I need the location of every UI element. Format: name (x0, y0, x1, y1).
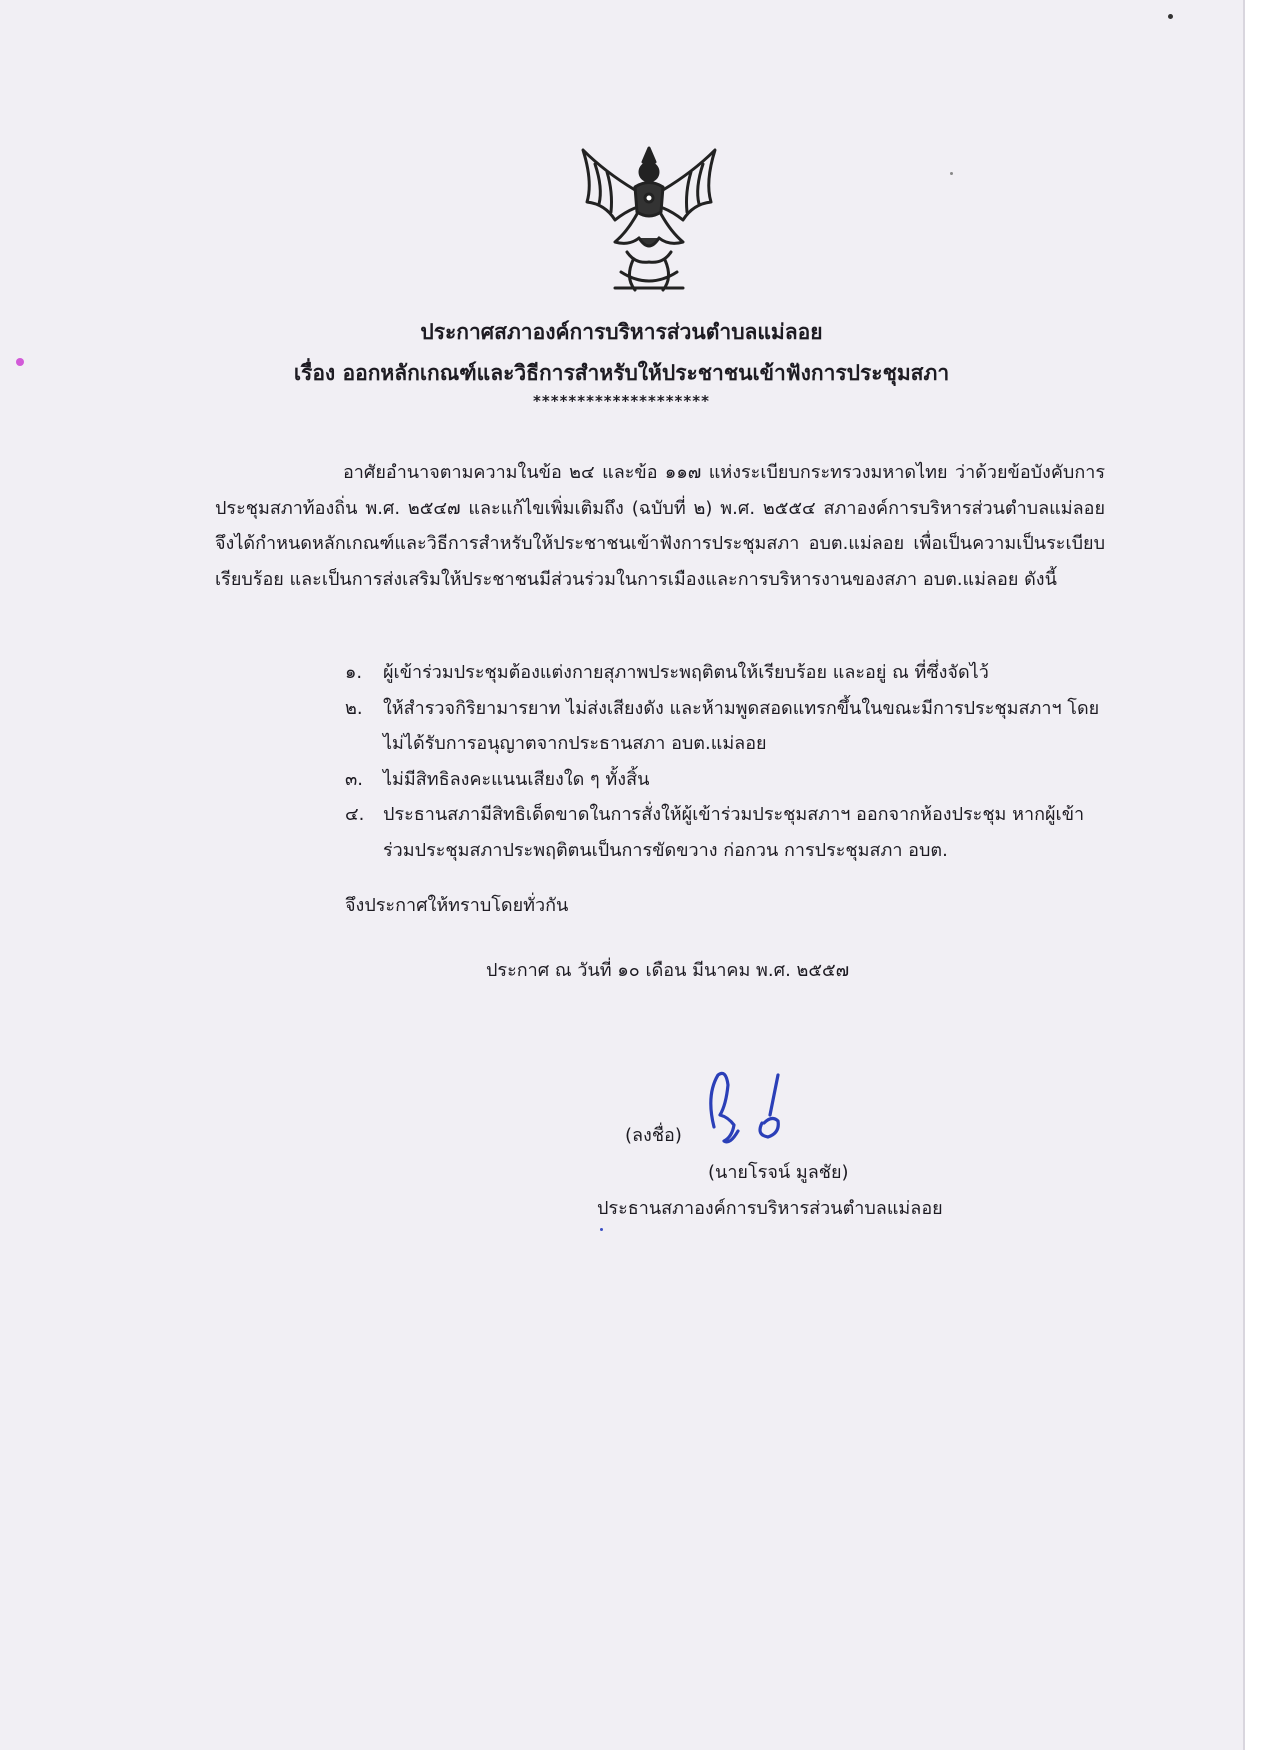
handwritten-signature (700, 1065, 810, 1155)
announcement-title: ประกาศสภาองค์การบริหารส่วนตำบลแม่ลอย (420, 320, 823, 344)
scan-edge (1245, 0, 1275, 1750)
list-item-text: ให้สำรวจกิริยามารยาท ไม่ส่งเสียงดัง และห้ามพูดสอดแทรกขึ้นในขณะมีการประชุมสภาฯ โดยไม่ได้รับการอนุญาตจากประธานสภา อบต.แม่ลอย (383, 697, 1100, 754)
list-item-number: ๒. (345, 697, 363, 719)
list-item (345, 655, 1105, 691)
title-separator: ******************** (533, 392, 710, 410)
list-item-text: ผู้เข้าร่วมประชุมต้องแต่งกายสุภาพประพฤติตนให้เรียบร้อย และอยู่ ณ ที่ซึ่งจัดไว้ (383, 662, 989, 683)
announcement-subject: เรื่อง ออกหลักเกณฑ์และวิธีการสำหรับให้ประชาชนเข้าฟังการประชุมสภา (293, 361, 950, 385)
signatory-name: (นายโรจน์ มูลชัย) (708, 1162, 849, 1183)
signatory-position: ประธานสภาองค์การบริหารส่วนตำบลแม่ลอย (597, 1198, 943, 1219)
closing-statement: จึงประกาศให้ทราบโดยทั่วกัน (345, 895, 569, 916)
list-item-text: ประธานสภามีสิทธิเด็ดขาดในการสั่งให้ผู้เข้าร่วมประชุมสภาฯ ออกจากห้องประชุม หากผู้เข้าร่วมประชุมสภาประพฤติตนเป็นการขัดขวาง ก่อกวน การประชุมสภา อบต. (383, 804, 1085, 861)
paper-speck (1168, 14, 1173, 19)
signature-label: (ลงชื่อ) (625, 1125, 682, 1146)
paper-speck (16, 358, 24, 366)
list-item (345, 797, 1105, 868)
intro-paragraph: อาศัยอำนาจตามความในข้อ ๒๔ และข้อ ๑๑๗ แห่งระเบียบกระทรวงมหาดไทย ว่าด้วยข้อบังคับการประชุมสภาท้องถิ่น พ.ศ. ๒๕๔๗ และแก้ไขเพิ่มเติมถึง (ฉบับที่ ๒) พ.ศ. ๒๕๕๔ สภาองค์การบริหารส่วนตำบลแม่ลอย จึงได้กำหนดหลักเกณฑ์และวิธีการสำหรับให้ประชาชนเข้าฟังการประชุมสภา อบต.แม่ลอย เพื่อเป็นความเป็นระเบียบเรียบร้อย และเป็นการส่งเสริมให้ประชาชนมีส่วนร่วมในการเมืองและการบริหารงานของสภา อบต.แม่ลอย ดังนี้ (215, 462, 1105, 590)
garuda-emblem-icon (575, 142, 723, 300)
paper-speck (600, 1228, 603, 1231)
list-item-number: ๔. (345, 804, 365, 825)
list-item (345, 762, 1105, 798)
paper-speck (950, 172, 953, 175)
list-item-number: ๓. (345, 768, 364, 790)
rules-list (345, 655, 1105, 868)
list-item-text: ไม่มีสิทธิลงคะแนนเสียงใด ๆ ทั้งสิ้น (383, 768, 650, 790)
announcement-date: ประกาศ ณ วันที่ ๑๐ เดือน มีนาคม พ.ศ. ๒๕๕๗ (486, 960, 850, 981)
list-item-number: ๑. (345, 662, 363, 683)
list-item (345, 691, 1105, 762)
